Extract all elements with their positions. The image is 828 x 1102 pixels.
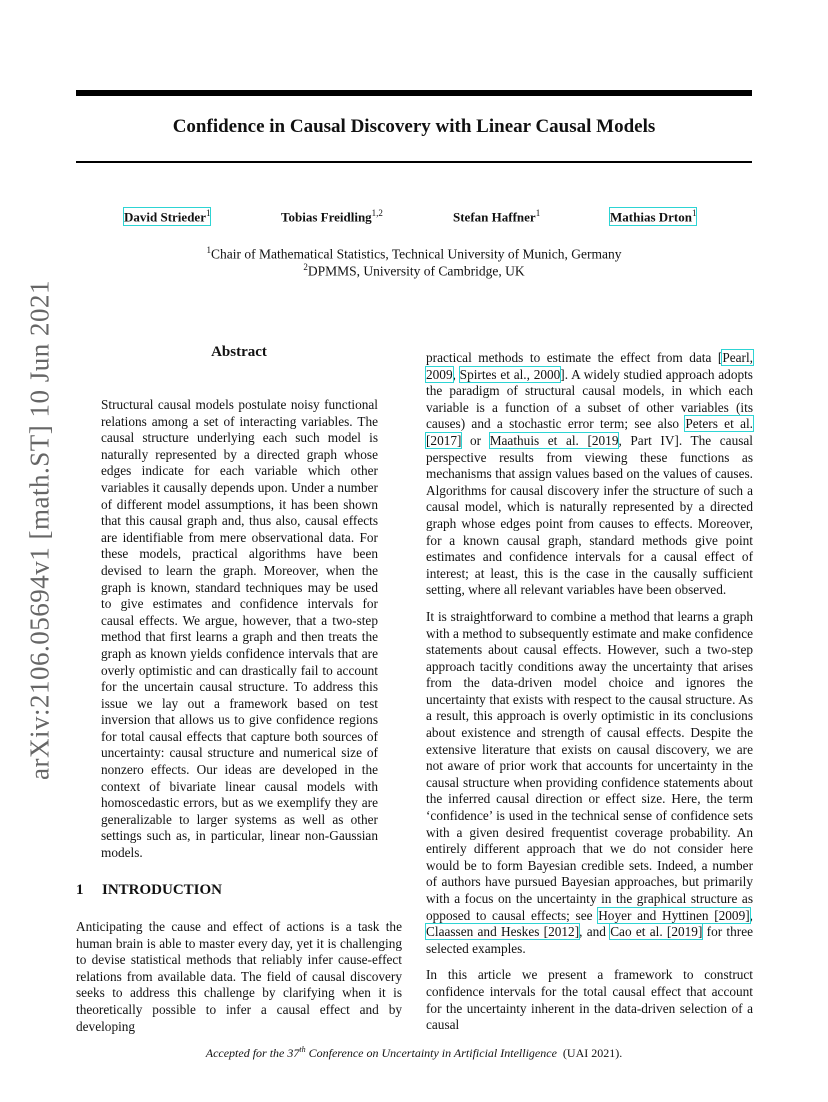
author-affiliation-mark: 1,2 <box>371 208 383 218</box>
paragraph: It is straightforward to combine a method that learns a graph with a method to subsequently estimate and make confidence statements about causal effects. However, such a two-step approach tacitly conditions away the uncertainty that arises from the data-driven model choice and ignores the uncertainty that exists with respect to the causal structure. As a result, this approach is overly optimistic in its conclusions about existence and strength of causal effects. Despite the extensive literature that exists on causal discovery, we are not aware of prior work that accounts for uncertainty in the causal structure when providing confidence statements about the inferred causal direction or effect size. Here, the term ‘confidence’ is used in the technical sense of confidence sets with a given desired frequentist coverage probability. An entirely different approach that we do not consider here would be to form Bayesian credible sets. Indeed, a number of authors have pursued Bayesian approaches, but primarily with a focus on the uncertainty in the graphical structure as opposed to causal effects; see Hoyer and Hyttinen [2009], Claassen and Heskes [2012], and Cao et al. [2019] for three selected examples. <box>426 608 754 956</box>
citation-link[interactable]: Claassen and Heskes [2012] <box>426 924 580 940</box>
affiliation-mark: 1 <box>206 245 212 255</box>
abstract-heading: Abstract <box>211 344 267 360</box>
footer-venue-note <box>76 1045 752 1061</box>
citation-link[interactable]: Hoyer and Hyttinen [2009] <box>598 907 750 923</box>
citation-link[interactable]: Cao et al. [2019] <box>610 924 703 940</box>
author-affiliation-mark: 1 <box>205 208 211 218</box>
footer-text: Accepted for the 37 <box>205 1046 300 1060</box>
author-name: Stefan Haffner <box>453 209 536 225</box>
section-title: INTRODUCTION <box>102 882 223 898</box>
footer-superscript: th <box>299 1045 306 1054</box>
citation-link[interactable]: Spirtes et al., 2000 <box>459 366 561 382</box>
affiliation-mark: 2 <box>303 262 308 272</box>
title-bottom-rule <box>76 161 752 163</box>
author-link[interactable] <box>610 208 696 225</box>
intro-paragraph: Anticipating the cause and effect of actions is a task the human brain is able to master every day, yet it is challenging to devise statistical methods that reliably infer cause-effect relations from available data. The field of causal discovery seeks to address this challenge by clarifying when it is theoretically possible to infer a causal effect and by developing <box>76 919 402 1034</box>
author-affiliation-mark: 1 <box>535 208 541 218</box>
affiliation <box>76 245 752 263</box>
paragraph: In this article we present a framework to construct confidence intervals for the total causal effect that account for the uncertainty inherent in the data-driven selection of a causal <box>426 967 753 1033</box>
citation-link[interactable]: Peters et al. [2017] <box>426 416 753 448</box>
author-name: Tobias Freidling <box>281 209 372 225</box>
right-column <box>426 350 753 1034</box>
footer-text: Conference on Uncertainty in Artificial Intelligence <box>305 1046 557 1060</box>
abstract-body <box>101 397 378 862</box>
arxiv-sidebar-stamp <box>20 280 60 780</box>
affiliation-text: DPMMS, University of Cambridge, UK <box>307 263 525 279</box>
abstract-text: Structural causal models postulate noisy functional relations among a set of interacting variables. The causal structure underlying each such model is naturally represented by a directed graph whose edges indicate for each variable which other variables it causally depends upon. Under a number of different model assumptions, it has been shown that this causal graph and, thus also, causal effects are identifiable from mere observational data. For these models, practical algorithms have been devised to learn the graph. Moreover, when the graph is known, standard techniques may be used to give estimates and confidence intervals for causal effects. We argue, however, that a two-step method that first learns a graph and then treats the graph as known yields confidence intervals that are overly optimistic and can drastically fail to account for the uncertain causal structure. To address this issue we lay out a framework based on test inversion that allows us to give confidence regions for total causal effects that capture both sources of uncertainty: causal structure and numerical size of nonzero effects. Our ideas are developed in the context of bivariate linear causal models with homoscedastic errors, but as we exemplify they are generalizable to larger systems as well as other settings such as, in particular, linear non-Gaussian models. <box>101 397 378 861</box>
affiliation-text: Chair of Mathematical Statistics, Technical University of Munich, Germany <box>211 246 622 262</box>
introduction-left-column <box>76 919 402 1035</box>
section-number: 1 <box>76 882 84 898</box>
footer-venue: (UAI 2021). <box>562 1046 623 1060</box>
arxiv-id: arXiv:2106.05694v1 [math.ST] 10 Jun 2021 <box>24 280 55 780</box>
paper-title: Confidence in Causal Discovery with Linear Causal Models <box>172 116 656 137</box>
citation-link[interactable]: Pearl, 2009 <box>426 350 753 382</box>
section-heading <box>76 882 222 899</box>
author <box>281 208 383 225</box>
affiliation <box>76 262 752 280</box>
author <box>453 208 540 225</box>
author-link[interactable] <box>124 208 210 225</box>
author-affiliation-mark: 1 <box>691 208 697 218</box>
author-name: Mathias Drton <box>610 209 692 225</box>
citation-link[interactable]: Maathuis et al. [2019 <box>489 432 619 448</box>
author-name: David Strieder <box>124 209 206 225</box>
paragraph: practical methods to estimate the effect from data [Pearl, 2009, Spirtes et al., 2000]. A widely studied approach adopts the paradigm of structural causal models, in which each variable is a function of a subset of other variables (its causes) and a stochastic error term; see also Peters et al. [2017] or Maathuis et al. [2019, Part IV]. The causal perspective results from viewing these functions as mechanisms that assign values based on the values of causes. Algorithms for causal discovery infer the structure of such a causal model, which is naturally represented by a directed graph whose edges point from causes to effects. Moreover, for a known causal graph, standard methods give point estimates and confidence intervals for a causal effect of interest; at least, this is the case in the causally sufficient setting, where all relevant variables have been observed. <box>426 350 753 598</box>
title-top-rule <box>76 90 752 96</box>
